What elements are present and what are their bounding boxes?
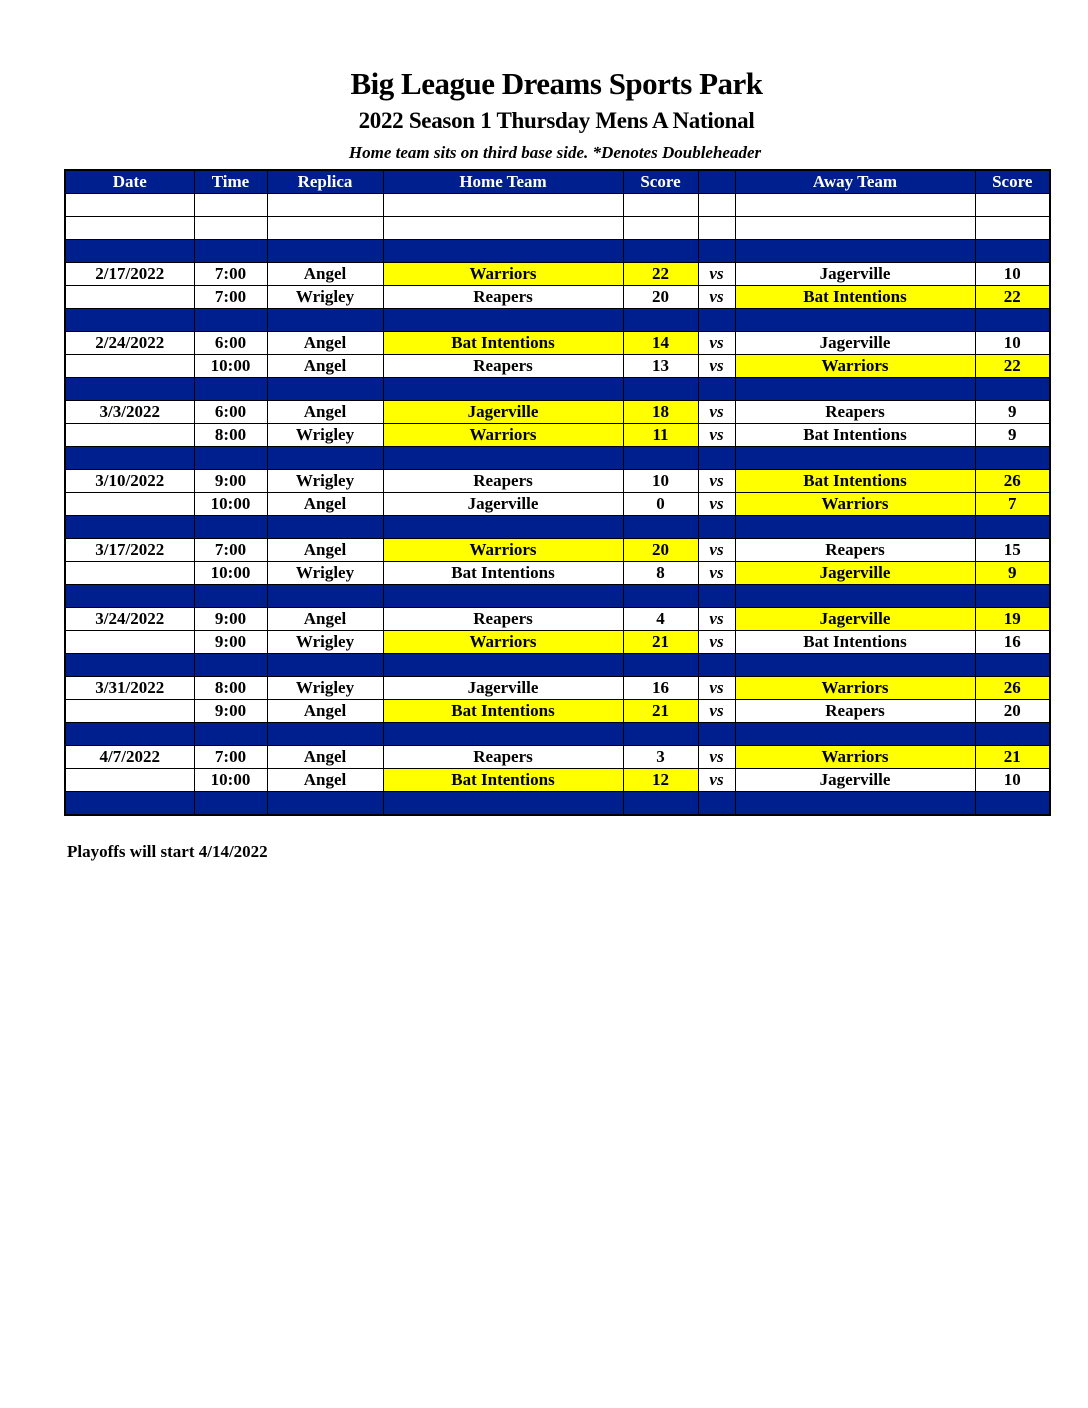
cell-replica: Angel: [267, 539, 383, 562]
cell-home-score: 12: [623, 769, 698, 792]
cell-away-team: Reapers: [735, 539, 975, 562]
cell-home-score: 0: [623, 493, 698, 516]
cell-away-score: [975, 309, 1050, 332]
cell-replica: Angel: [267, 769, 383, 792]
cell-time: [194, 723, 267, 746]
cell-away-score: [975, 723, 1050, 746]
cell-vs: vs: [698, 677, 735, 700]
cell-home-score: [623, 654, 698, 677]
header-home-score: Score: [623, 170, 698, 194]
cell-time: 6:00: [194, 332, 267, 355]
cell-away-score: 21: [975, 746, 1050, 769]
cell-away-score: 9: [975, 562, 1050, 585]
cell-home-team: Reapers: [383, 470, 623, 493]
cell-home-team: [383, 194, 623, 217]
game-row: [65, 355, 1050, 378]
cell-time: [194, 378, 267, 401]
cell-replica: [267, 309, 383, 332]
game-row: [65, 493, 1050, 516]
cell-vs: [698, 585, 735, 608]
blank-row: [65, 217, 1050, 240]
cell-vs: [698, 194, 735, 217]
cell-away-team: Bat Intentions: [735, 286, 975, 309]
cell-home-score: [623, 516, 698, 539]
cell-replica: Wrigley: [267, 677, 383, 700]
playoffs-note: Playoffs will start 4/14/2022: [67, 842, 268, 861]
game-row: [65, 631, 1050, 654]
blank-row: [65, 194, 1050, 217]
cell-time: 8:00: [194, 424, 267, 447]
cell-time: 9:00: [194, 700, 267, 723]
cell-home-team: [383, 585, 623, 608]
cell-away-team: [735, 194, 975, 217]
cell-time: [194, 792, 267, 816]
cell-vs: [698, 217, 735, 240]
cell-away-score: [975, 378, 1050, 401]
cell-date: [65, 309, 194, 332]
game-row: [65, 286, 1050, 309]
cell-home-team: Bat Intentions: [383, 769, 623, 792]
cell-time: [194, 240, 267, 263]
cell-home-team: Bat Intentions: [383, 700, 623, 723]
cell-home-score: [623, 378, 698, 401]
cell-away-team: [735, 217, 975, 240]
cell-away-team: Warriors: [735, 493, 975, 516]
game-row: [65, 424, 1050, 447]
cell-away-score: 22: [975, 355, 1050, 378]
cell-home-score: 18: [623, 401, 698, 424]
cell-vs: vs: [698, 631, 735, 654]
cell-home-score: 21: [623, 700, 698, 723]
game-row: [65, 746, 1050, 769]
separator-row: [65, 723, 1050, 746]
cell-home-team: Warriors: [383, 631, 623, 654]
separator-row: [65, 654, 1050, 677]
cell-date: [65, 585, 194, 608]
cell-away-score: 9: [975, 401, 1050, 424]
game-row: [65, 470, 1050, 493]
cell-home-score: [623, 585, 698, 608]
cell-away-score: 10: [975, 332, 1050, 355]
cell-home-score: [623, 240, 698, 263]
cell-replica: Angel: [267, 493, 383, 516]
cell-time: 9:00: [194, 608, 267, 631]
cell-time: [194, 585, 267, 608]
cell-home-team: [383, 217, 623, 240]
cell-away-score: 10: [975, 769, 1050, 792]
cell-date: 3/10/2022: [65, 470, 194, 493]
page-title: Big League Dreams Sports Park: [350, 66, 763, 101]
separator-row: [65, 309, 1050, 332]
game-row: [65, 562, 1050, 585]
cell-time: [194, 309, 267, 332]
cell-away-score: [975, 240, 1050, 263]
cell-home-score: 21: [623, 631, 698, 654]
cell-replica: [267, 217, 383, 240]
cell-replica: Angel: [267, 608, 383, 631]
cell-home-team: Reapers: [383, 286, 623, 309]
cell-vs: [698, 240, 735, 263]
cell-home-team: Jagerville: [383, 401, 623, 424]
cell-away-team: Warriors: [735, 746, 975, 769]
cell-time: 10:00: [194, 562, 267, 585]
cell-date: [65, 355, 194, 378]
cell-home-team: [383, 654, 623, 677]
cell-date: 4/7/2022: [65, 746, 194, 769]
game-row: [65, 608, 1050, 631]
cell-home-team: Warriors: [383, 539, 623, 562]
cell-vs: vs: [698, 424, 735, 447]
separator-row: [65, 240, 1050, 263]
cell-date: [65, 631, 194, 654]
cell-away-score: [975, 585, 1050, 608]
cell-date: 3/24/2022: [65, 608, 194, 631]
cell-away-score: 9: [975, 424, 1050, 447]
cell-vs: vs: [698, 539, 735, 562]
game-row: [65, 677, 1050, 700]
cell-home-score: 22: [623, 263, 698, 286]
cell-away-score: [975, 447, 1050, 470]
cell-time: 8:00: [194, 677, 267, 700]
cell-away-score: 7: [975, 493, 1050, 516]
cell-time: 7:00: [194, 539, 267, 562]
cell-away-team: Jagerville: [735, 769, 975, 792]
cell-home-score: 20: [623, 286, 698, 309]
cell-vs: vs: [698, 562, 735, 585]
cell-away-score: [975, 217, 1050, 240]
cell-away-score: 26: [975, 470, 1050, 493]
separator-row: [65, 792, 1050, 816]
cell-home-team: [383, 378, 623, 401]
cell-time: 9:00: [194, 470, 267, 493]
cell-away-team: Bat Intentions: [735, 470, 975, 493]
cell-vs: [698, 447, 735, 470]
cell-time: 7:00: [194, 746, 267, 769]
cell-vs: vs: [698, 700, 735, 723]
cell-replica: Wrigley: [267, 424, 383, 447]
cell-home-team: [383, 309, 623, 332]
cell-home-team: Jagerville: [383, 493, 623, 516]
cell-replica: [267, 585, 383, 608]
cell-away-team: Bat Intentions: [735, 424, 975, 447]
cell-away-team: [735, 585, 975, 608]
cell-date: [65, 769, 194, 792]
cell-date: [65, 562, 194, 585]
cell-time: 10:00: [194, 769, 267, 792]
cell-time: [194, 217, 267, 240]
cell-vs: vs: [698, 470, 735, 493]
cell-time: [194, 194, 267, 217]
cell-away-team: Jagerville: [735, 562, 975, 585]
cell-home-team: Reapers: [383, 608, 623, 631]
cell-replica: [267, 447, 383, 470]
cell-home-team: Reapers: [383, 355, 623, 378]
schedule-body: [65, 170, 1050, 815]
cell-vs: vs: [698, 263, 735, 286]
cell-home-team: [383, 792, 623, 816]
header-vs: [698, 170, 735, 194]
cell-replica: Angel: [267, 401, 383, 424]
game-row: [65, 401, 1050, 424]
cell-home-score: 20: [623, 539, 698, 562]
header-away-score: Score: [975, 170, 1050, 194]
cell-date: [65, 240, 194, 263]
cell-date: [65, 217, 194, 240]
cell-date: [65, 723, 194, 746]
cell-vs: [698, 723, 735, 746]
cell-away-team: Warriors: [735, 677, 975, 700]
cell-date: [65, 654, 194, 677]
cell-away-score: 15: [975, 539, 1050, 562]
cell-date: 2/24/2022: [65, 332, 194, 355]
cell-vs: [698, 792, 735, 816]
cell-vs: [698, 309, 735, 332]
cell-vs: [698, 654, 735, 677]
cell-replica: Angel: [267, 332, 383, 355]
cell-vs: vs: [698, 286, 735, 309]
cell-replica: [267, 240, 383, 263]
cell-away-score: [975, 792, 1050, 816]
cell-date: [65, 493, 194, 516]
cell-home-score: [623, 723, 698, 746]
cell-date: 3/31/2022: [65, 677, 194, 700]
cell-home-team: [383, 240, 623, 263]
cell-vs: [698, 378, 735, 401]
cell-date: [65, 792, 194, 816]
cell-away-score: [975, 654, 1050, 677]
cell-away-score: 22: [975, 286, 1050, 309]
cell-away-score: 26: [975, 677, 1050, 700]
cell-date: [65, 424, 194, 447]
cell-date: 2/17/2022: [65, 263, 194, 286]
cell-home-score: [623, 309, 698, 332]
cell-home-score: [623, 792, 698, 816]
cell-date: 3/17/2022: [65, 539, 194, 562]
cell-home-score: 3: [623, 746, 698, 769]
game-row: [65, 700, 1050, 723]
cell-away-team: Jagerville: [735, 332, 975, 355]
cell-away-score: 16: [975, 631, 1050, 654]
cell-time: 7:00: [194, 286, 267, 309]
cell-date: [65, 194, 194, 217]
cell-date: [65, 447, 194, 470]
cell-replica: Angel: [267, 355, 383, 378]
cell-time: 10:00: [194, 493, 267, 516]
cell-away-team: Warriors: [735, 355, 975, 378]
cell-away-score: 20: [975, 700, 1050, 723]
cell-away-team: [735, 723, 975, 746]
cell-away-team: [735, 654, 975, 677]
cell-home-team: [383, 447, 623, 470]
cell-away-team: [735, 447, 975, 470]
cell-replica: Angel: [267, 263, 383, 286]
cell-home-team: [383, 723, 623, 746]
cell-vs: vs: [698, 401, 735, 424]
cell-replica: [267, 723, 383, 746]
cell-date: [65, 286, 194, 309]
cell-time: [194, 654, 267, 677]
cell-replica: Wrigley: [267, 631, 383, 654]
cell-home-score: 4: [623, 608, 698, 631]
cell-away-team: Jagerville: [735, 608, 975, 631]
cell-home-score: [623, 447, 698, 470]
game-row: [65, 263, 1050, 286]
cell-away-score: 10: [975, 263, 1050, 286]
header-time: Time: [194, 170, 267, 194]
cell-vs: vs: [698, 746, 735, 769]
cell-home-score: [623, 194, 698, 217]
cell-vs: vs: [698, 493, 735, 516]
cell-away-team: [735, 792, 975, 816]
cell-replica: Angel: [267, 700, 383, 723]
separator-row: [65, 516, 1050, 539]
game-row: [65, 769, 1050, 792]
header-replica: Replica: [267, 170, 383, 194]
cell-replica: Wrigley: [267, 470, 383, 493]
cell-home-score: 8: [623, 562, 698, 585]
cell-vs: vs: [698, 332, 735, 355]
cell-away-score: 19: [975, 608, 1050, 631]
header-home-team: Home Team: [383, 170, 623, 194]
cell-away-team: [735, 378, 975, 401]
header-row: [65, 170, 1050, 194]
cell-time: [194, 516, 267, 539]
cell-home-score: 14: [623, 332, 698, 355]
schedule-table: [64, 169, 1051, 816]
cell-vs: vs: [698, 608, 735, 631]
cell-away-team: Reapers: [735, 700, 975, 723]
cell-replica: Angel: [267, 746, 383, 769]
cell-away-team: Jagerville: [735, 263, 975, 286]
cell-away-team: [735, 516, 975, 539]
header-date: Date: [65, 170, 194, 194]
cell-home-score: 16: [623, 677, 698, 700]
cell-away-team: Bat Intentions: [735, 631, 975, 654]
cell-time: 9:00: [194, 631, 267, 654]
cell-away-score: [975, 516, 1050, 539]
cell-home-team: Bat Intentions: [383, 332, 623, 355]
cell-home-score: 11: [623, 424, 698, 447]
cell-replica: [267, 516, 383, 539]
cell-date: [65, 516, 194, 539]
cell-replica: Wrigley: [267, 286, 383, 309]
page-subtitle: 2022 Season 1 Thursday Mens A National: [358, 108, 755, 133]
cell-replica: [267, 194, 383, 217]
game-row: [65, 539, 1050, 562]
cell-vs: [698, 516, 735, 539]
cell-home-team: Reapers: [383, 746, 623, 769]
cell-replica: Wrigley: [267, 562, 383, 585]
cell-date: [65, 378, 194, 401]
schedule-note: Home team sits on third base side. *Denotes Doubleheader: [348, 143, 762, 162]
cell-time: 10:00: [194, 355, 267, 378]
cell-home-score: [623, 217, 698, 240]
cell-away-team: Reapers: [735, 401, 975, 424]
cell-vs: vs: [698, 769, 735, 792]
cell-away-team: [735, 309, 975, 332]
cell-replica: [267, 378, 383, 401]
cell-home-team: [383, 516, 623, 539]
cell-time: [194, 447, 267, 470]
cell-away-score: [975, 194, 1050, 217]
cell-home-team: Jagerville: [383, 677, 623, 700]
separator-row: [65, 585, 1050, 608]
cell-vs: vs: [698, 355, 735, 378]
separator-row: [65, 447, 1050, 470]
cell-date: 3/3/2022: [65, 401, 194, 424]
cell-home-team: Warriors: [383, 263, 623, 286]
cell-home-score: 13: [623, 355, 698, 378]
cell-time: 6:00: [194, 401, 267, 424]
cell-date: [65, 700, 194, 723]
cell-home-score: 10: [623, 470, 698, 493]
cell-home-team: Bat Intentions: [383, 562, 623, 585]
separator-row: [65, 378, 1050, 401]
game-row: [65, 332, 1050, 355]
cell-home-team: Warriors: [383, 424, 623, 447]
cell-replica: [267, 654, 383, 677]
cell-away-team: [735, 240, 975, 263]
cell-replica: [267, 792, 383, 816]
header-away-team: Away Team: [735, 170, 975, 194]
cell-time: 7:00: [194, 263, 267, 286]
